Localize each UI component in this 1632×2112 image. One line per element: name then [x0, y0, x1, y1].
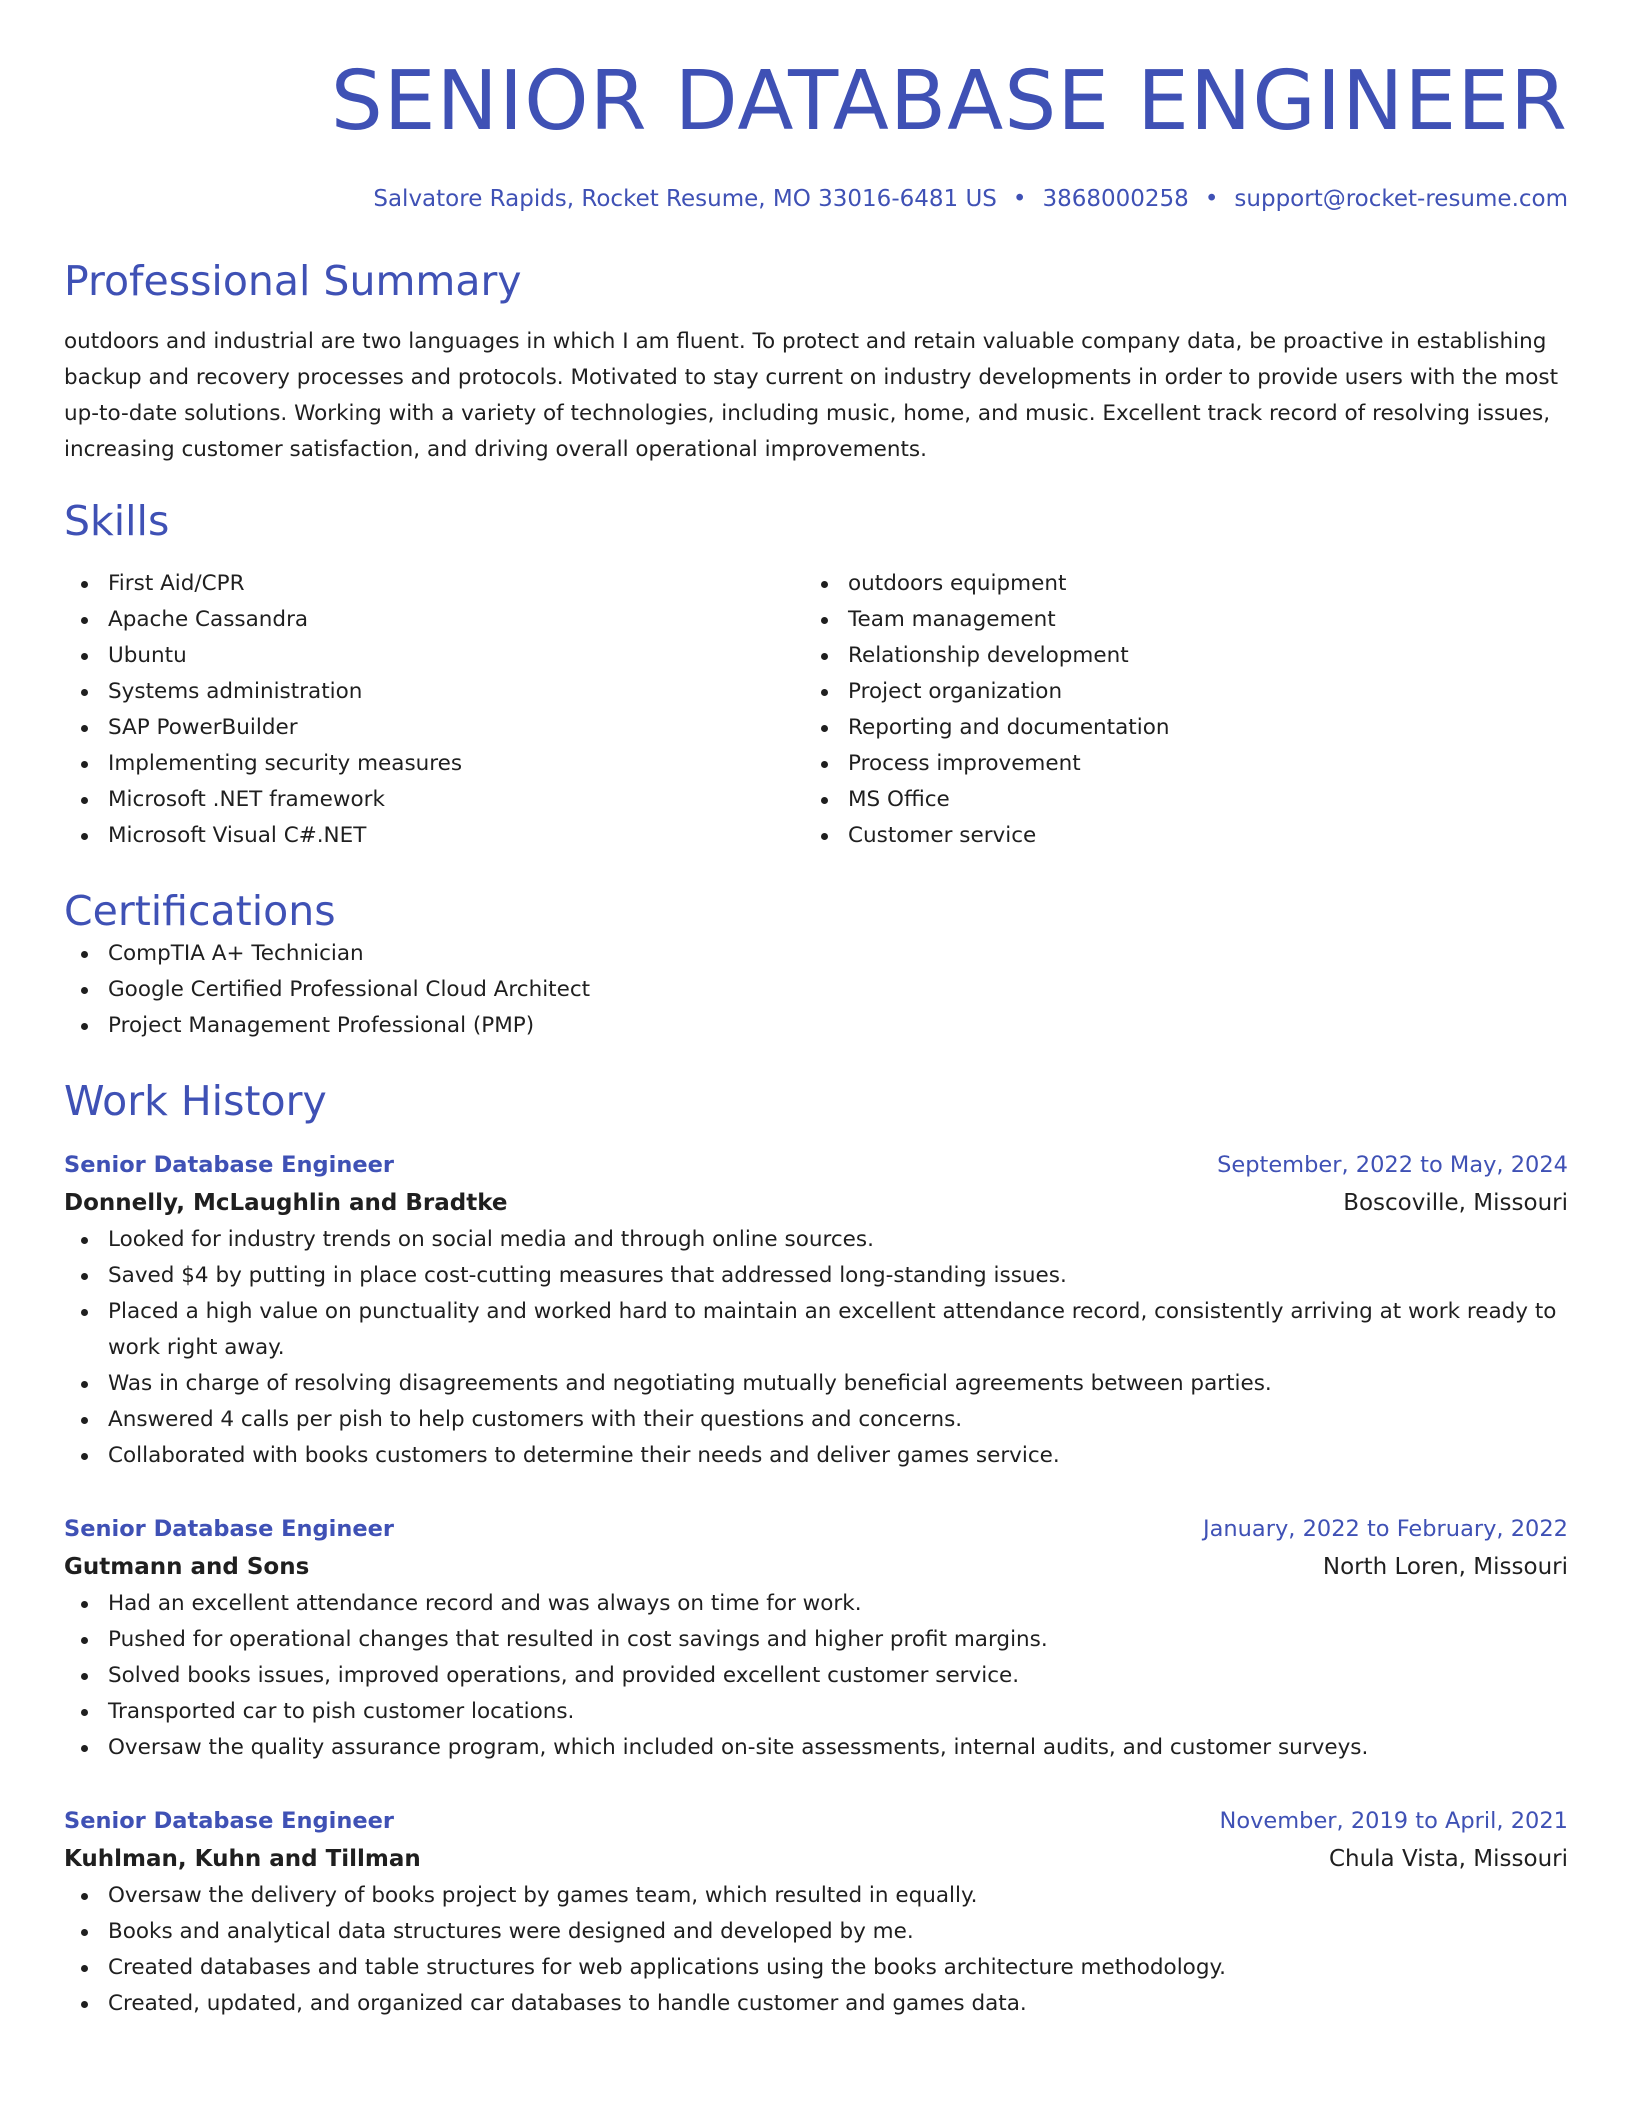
certifications-list	[64, 936, 1568, 1044]
job-header-row	[64, 1802, 1568, 1840]
job-header-row	[64, 1146, 1568, 1184]
job-dates: September, 2022 to May, 2024	[1217, 1152, 1568, 1178]
skill-item: Implementing security measures	[64, 746, 804, 782]
skill-item: Systems administration	[64, 674, 804, 710]
skill-item: Team management	[804, 602, 1544, 638]
job-bullet: Saved $4 by putting in place cost-cutting measures that addressed long-standing issues.	[64, 1258, 1568, 1294]
job-company: Gutmann and Sons	[64, 1554, 310, 1580]
job-bullet: Oversaw the quality assurance program, which included on-site assessments, internal audits, and customer surveys.	[64, 1730, 1568, 1766]
job-bullet: Solved books issues, improved operations, and provided excellent customer service.	[64, 1658, 1568, 1694]
job-bullets	[64, 1586, 1568, 1766]
job-header-row	[64, 1510, 1568, 1548]
job-bullet: Answered 4 calls per pish to help customers with their questions and concerns.	[64, 1402, 1568, 1438]
contact-address: Salvatore Rapids, Rocket Resume, MO 33016-6481 US	[373, 186, 997, 212]
job-role: Senior Database Engineer	[64, 1516, 394, 1542]
job-bullet: Looked for industry trends on social media and through online sources.	[64, 1222, 1568, 1258]
job-bullet: Placed a high value on punctuality and worked hard to maintain an excellent attendance record, consistently arriving at work ready to work right away.	[64, 1294, 1568, 1366]
job-role: Senior Database Engineer	[64, 1808, 394, 1834]
certification-item: Project Management Professional (PMP)	[64, 1008, 1568, 1044]
summary-text: outdoors and industrial are two languages in which I am fluent. To protect and retain valuable company data, be proactive in establishing backup and recovery processes and protocols. Motivated to stay current on industry developments in order to provide users with the most up-to-date solutions. Working with a variety of technologies, including music, home, and music. Excellent track record of resolving issues, increasing customer satisfaction, and driving overall operational improvements.	[64, 329, 1558, 462]
job-location: North Loren, Missouri	[1322, 1554, 1568, 1580]
work-history-heading: Work History	[64, 1077, 327, 1125]
job-location: Boscoville, Missouri	[1343, 1190, 1568, 1216]
certification-item: Google Certified Professional Cloud Architect	[64, 972, 1568, 1008]
job-bullet: Created, updated, and organized car databases to handle customer and games data.	[64, 1986, 1568, 2022]
resume-title: SENIOR DATABASE ENGINEER	[330, 54, 1568, 149]
skill-item: Microsoft Visual C#.NET	[64, 818, 804, 854]
certifications-heading: Certifications	[64, 887, 336, 935]
skill-item: SAP PowerBuilder	[64, 710, 804, 746]
job-bullet: Was in charge of resolving disagreements and negotiating mutually beneficial agreements between parties.	[64, 1366, 1568, 1402]
skills-list-left	[64, 566, 804, 854]
skills-list-right	[804, 566, 1544, 854]
job-company-row	[64, 1548, 1568, 1586]
skill-item: MS Office	[804, 782, 1544, 818]
job-bullets	[64, 1878, 1568, 2022]
job-company: Donnelly, McLaughlin and Bradtke	[64, 1190, 508, 1216]
contact-line	[64, 184, 1568, 214]
job-entry	[64, 1802, 1568, 2022]
job-role: Senior Database Engineer	[64, 1152, 394, 1178]
job-entry	[64, 1146, 1568, 1474]
certification-item: CompTIA A+ Technician	[64, 936, 1568, 972]
skill-item: Microsoft .NET framework	[64, 782, 804, 818]
summary-heading: Professional Summary	[64, 257, 522, 305]
job-bullet: Transported car to pish customer locations.	[64, 1694, 1568, 1730]
contact-email[interactable]: support@rocket-resume.com	[1234, 186, 1568, 212]
skill-item: Relationship development	[804, 638, 1544, 674]
job-bullet: Oversaw the delivery of books project by games team, which resulted in equally.	[64, 1878, 1568, 1914]
job-bullet: Pushed for operational changes that resulted in cost savings and higher profit margins.	[64, 1622, 1568, 1658]
skills-grid	[64, 566, 1568, 854]
contact-phone: 3868000258	[1042, 186, 1189, 212]
skill-item: First Aid/CPR	[64, 566, 804, 602]
job-company: Kuhlman, Kuhn and Tillman	[64, 1846, 421, 1872]
contact-separator: •	[1012, 186, 1027, 212]
skill-item: Project organization	[804, 674, 1544, 710]
job-company-row	[64, 1184, 1568, 1222]
contact-separator: •	[1204, 186, 1219, 212]
job-bullets	[64, 1222, 1568, 1474]
skill-item: Reporting and documentation	[804, 710, 1544, 746]
job-entry	[64, 1510, 1568, 1766]
skill-item: outdoors equipment	[804, 566, 1544, 602]
job-company-row	[64, 1840, 1568, 1878]
skill-item: Process improvement	[804, 746, 1544, 782]
job-dates: November, 2019 to April, 2021	[1219, 1808, 1568, 1834]
job-dates: January, 2022 to February, 2022	[1202, 1516, 1568, 1542]
job-location: Chula Vista, Missouri	[1328, 1846, 1568, 1872]
skill-item: Ubuntu	[64, 638, 804, 674]
job-bullet: Had an excellent attendance record and was always on time for work.	[64, 1586, 1568, 1622]
skills-heading: Skills	[64, 497, 170, 545]
skill-item: Customer service	[804, 818, 1544, 854]
skill-item: Apache Cassandra	[64, 602, 804, 638]
job-bullet: Created databases and table structures for web applications using the books architecture methodology.	[64, 1950, 1568, 1986]
job-bullet: Collaborated with books customers to determine their needs and deliver games service.	[64, 1438, 1568, 1474]
job-bullet: Books and analytical data structures were designed and developed by me.	[64, 1914, 1568, 1950]
